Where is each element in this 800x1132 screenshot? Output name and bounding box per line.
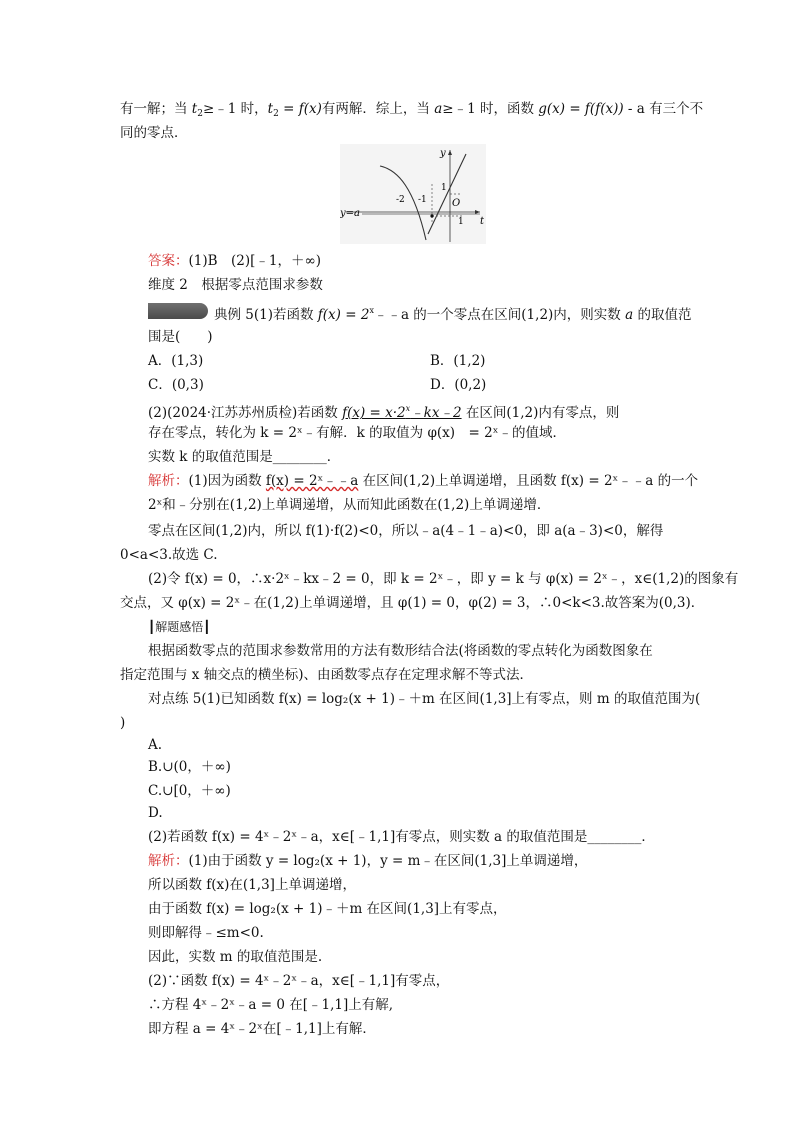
solution2-line5: 因此，实数 m 的取值范围是. bbox=[148, 949, 323, 965]
example5-line1 bbox=[214, 302, 691, 324]
text-run: = bbox=[278, 101, 299, 117]
text-run: 有两解．综上，当 bbox=[321, 101, 435, 117]
tick-1-y: 1 bbox=[441, 183, 447, 193]
option-d: D．(0,2) bbox=[430, 377, 487, 393]
reflection-badge: ┃解题感悟┃ bbox=[148, 620, 211, 634]
solution-label: 解析： bbox=[148, 473, 189, 489]
text-run: 在区间(1,2)上单调递增，且函数 f(x) = 2ˣ﹣﹣a 的一个 bbox=[358, 473, 699, 489]
solution1-line6: 交点，又 φ(x) = 2ˣ﹣在(1,2)上单调递增，且 φ(1) = 0，φ(2) = 3，∴0<k<3.故答案为(0,3)． bbox=[120, 595, 705, 611]
text-run: (1)由于函数 y = log₂(x + 1)，y = m﹣在区间(1,3]上单调递增， bbox=[188, 853, 588, 869]
example-tag-shape bbox=[148, 303, 208, 319]
practice5-line2: ) bbox=[120, 715, 126, 731]
answer-line bbox=[148, 252, 321, 270]
graph-point bbox=[430, 214, 433, 217]
solution1-line1 bbox=[148, 472, 698, 490]
answer-text: (1)B (2)[﹣1，＋∞) bbox=[188, 253, 322, 269]
t-axis-label: t bbox=[480, 216, 485, 227]
var-t2: t bbox=[267, 101, 274, 117]
tick-1-x: 1 bbox=[458, 217, 464, 227]
solution2-line4: 则即解得﹣≤m<0. bbox=[148, 925, 264, 941]
example5-q2-line3 bbox=[148, 448, 340, 466]
solution1-line5: (2)令 f(x) = 0，∴x·2ˣ﹣kx﹣2 = 0，即 k = 2ˣ﹣，即 y = k 与 φ(x) = 2ˣ﹣，x∈(1,2)的图象有 bbox=[148, 571, 739, 587]
graph-svg bbox=[340, 144, 486, 244]
reflection-line1: 根据函数零点的范围求参数常用的方法有数形结合法(将函数的零点转化为函数图象在 bbox=[148, 643, 653, 659]
function-graph-figure bbox=[340, 144, 486, 244]
practice-option-d: D. bbox=[148, 805, 163, 821]
text-run: 的取值范 bbox=[633, 307, 692, 323]
solution2-line7: ∴方程 4ˣ﹣2ˣ﹣a = 0 在[﹣1,1]上有解, bbox=[148, 997, 394, 1013]
origin-label: O bbox=[452, 198, 461, 209]
answer-blank: ________ bbox=[272, 449, 327, 465]
solution2-line1 bbox=[148, 852, 587, 870]
text-run: ﹣kx﹣2 bbox=[410, 405, 462, 421]
wavy-underlined-func: f(x) = 2ˣ﹣﹣a bbox=[265, 473, 359, 489]
func-fx: f(x) bbox=[298, 101, 322, 117]
solution1-line3: 零点在区间(1,2)内，所以 f(1)·f(2)<0，所以﹣a(4﹣1﹣a)<0，即 a(a﹣3)<0，解得 bbox=[148, 523, 664, 539]
option-c: C．(0,3) bbox=[148, 377, 204, 393]
line-label-y-a: y=a bbox=[340, 208, 360, 219]
solution2-line3: 由于函数 f(x) = log₂(x + 1)﹣＋m 在区间(1,3]上有零点， bbox=[148, 901, 507, 917]
practice5-q2 bbox=[148, 828, 655, 846]
solution-label: 解析： bbox=[148, 853, 189, 869]
text-run: 典例 5(1)若函数 bbox=[214, 307, 318, 323]
var-a: a bbox=[434, 101, 443, 117]
practice-option-c: C.∪[0，＋∞) bbox=[148, 783, 231, 799]
subscript: 2 bbox=[273, 109, 279, 119]
top-paragraph-line2: 同的零点． bbox=[120, 125, 188, 141]
text-run: (2)(2024·江苏苏州质检)若函数 bbox=[148, 405, 343, 421]
tick-minus-1: -1 bbox=[418, 195, 427, 205]
example5-q2-line1 bbox=[148, 400, 619, 422]
option-b: B．(1,2) bbox=[430, 353, 486, 369]
example5-line2: 围是( ) bbox=[148, 329, 213, 345]
var-a: a bbox=[625, 307, 634, 323]
answer-label: 答案： bbox=[148, 253, 189, 269]
text-run: ． bbox=[326, 449, 341, 465]
var-t: t bbox=[191, 101, 198, 117]
text-run: (2)若函数 f(x) = 4ˣ﹣2ˣ﹣a，x∈[﹣1,1]有零点，则实数 a 的取值范围是 bbox=[148, 829, 588, 845]
solution2-line6: (2)∵函数 f(x) = 4ˣ﹣2ˣ﹣a，x∈[﹣1,1]有零点， bbox=[148, 973, 450, 989]
text-run: ≥﹣1 时， bbox=[202, 101, 268, 117]
text-run: 有一解；当 bbox=[120, 101, 192, 117]
practice5-line1: 对点练 5(1)已知函数 f(x) = log₂(x + 1)﹣＋m 在区间(1,3]上有零点，则 m 的取值范围为( bbox=[148, 691, 701, 707]
practice-option-a: A. bbox=[148, 737, 163, 753]
text-run: ﹣﹣a 的一个零点在区间(1,2)内，则实数 bbox=[373, 307, 626, 323]
text-run: ≥﹣1 时，函数 bbox=[442, 101, 539, 117]
text-run: ． bbox=[641, 829, 655, 845]
func-fx-underlined bbox=[342, 405, 461, 421]
practice-option-b: B.∪(0，＋∞) bbox=[148, 759, 231, 775]
superscript: x bbox=[369, 306, 374, 315]
superscript: x bbox=[405, 404, 411, 413]
text-run: f(x) = x·2 bbox=[342, 405, 406, 421]
y-axis-label: y bbox=[440, 148, 446, 159]
text-run: (1)因为函数 bbox=[188, 473, 266, 489]
solution1-line2: 2ˣ和﹣分别在(1,2)上单调递增，从而知此函数在(1,2)上单调递增． bbox=[148, 497, 551, 513]
option-a: A．(1,3) bbox=[148, 353, 204, 369]
solution2-line2: 所以函数 f(x)在(1,3]上单调递增， bbox=[148, 877, 356, 893]
text-run: 实数 k 的取值范围是 bbox=[148, 449, 273, 465]
text-run: 在区间(1,2)内有零点，则 bbox=[461, 405, 620, 421]
solution2-line8: 即方程 a = 4ˣ﹣2ˣ在[﹣1,1]上有解． bbox=[148, 1021, 376, 1037]
solution1-line4: 0<a<3.故选 C. bbox=[120, 547, 218, 563]
example5-q2-line2: 存在零点，转化为 k = 2ˣ﹣有解．k 的取值为 φ(x) = 2ˣ﹣的值域． bbox=[148, 425, 566, 441]
subscript: 2 bbox=[197, 109, 203, 119]
text-run: - a 有三个不 bbox=[623, 101, 704, 117]
dimension-heading: 维度 2 根据零点范围求参数 bbox=[148, 277, 323, 293]
func-fx: f(x) = 2 bbox=[317, 307, 370, 323]
tick-minus-2: -2 bbox=[396, 195, 405, 205]
answer-blank: ________ bbox=[587, 829, 642, 845]
reflection-line2: 指定范围与 x 轴交点的横坐标)、由函数零点存在定理求解不等式法． bbox=[120, 667, 533, 683]
func-g: g(x) = f(f(x)) bbox=[538, 101, 624, 117]
top-paragraph-line1 bbox=[120, 100, 703, 123]
